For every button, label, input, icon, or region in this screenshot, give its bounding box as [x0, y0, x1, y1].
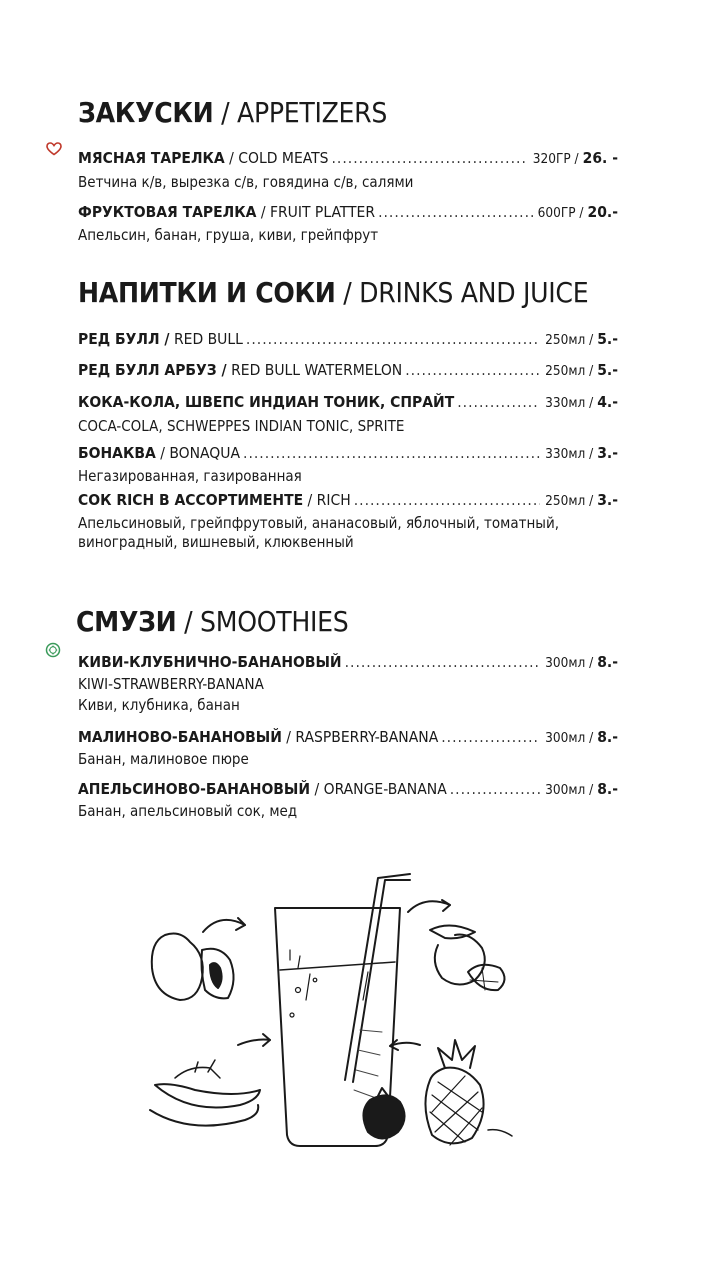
menu-item-fruit-platter: ФРУКТОВАЯ ТАРЕЛКА / FRUIT PLATTER ..... 600ГР / 20.- [78, 202, 618, 223]
item-qty: 300мл / [545, 782, 594, 798]
item-price: 20.- [587, 203, 618, 221]
item-price: 4.- [597, 393, 618, 411]
item-qty: 250мл / [545, 493, 594, 509]
leader-dots [331, 148, 527, 168]
leader-dots [246, 329, 540, 349]
pear-icon [152, 934, 203, 1000]
pomegranate-icon [363, 1095, 404, 1138]
section-title-drinks: НАПИТКИ И СОКИ / DRINKS AND JUICE [78, 276, 589, 309]
item-description: Апельсин, банан, груша, киви, грейпфрут [78, 226, 379, 244]
menu-item-cold-meats: МЯСНАЯ ТАРЕЛКА / COLD MEATS ..... 320ГР / 26. - [78, 148, 618, 169]
menu-item-orange-banana: АПЕЛЬСИНОВО-БАНАНОВЫЙ / ORANGE-BANANA ..... 300мл / 8.- [78, 779, 618, 800]
item-description-en: KIWI-STRAWBERRY-BANANA [78, 675, 264, 693]
item-price: 3.- [597, 491, 618, 509]
item-qty: 330мл / [545, 395, 594, 411]
leader-dots [378, 202, 533, 222]
leader-dots [441, 727, 540, 747]
item-qty: 600ГР / [537, 205, 584, 221]
item-price: 26. - [582, 149, 618, 167]
item-description: Киви, клубника, банан [78, 696, 240, 714]
menu-item-coca-cola: КОКА-КОЛА, ШВЕПС ИНДИАН ТОНИК, СПРАЙТ ..... 330мл / 4.- [78, 392, 618, 413]
menu-item-kiwi-strawberry-banana: КИВИ-КЛУБНИЧНО-БАНАНОВЫЙ ..... 300мл / 8.- [78, 652, 618, 673]
heart-icon [46, 142, 62, 156]
leader-dots [354, 490, 540, 510]
section-title-smoothies: СМУЗИ / SMOOTHIES [76, 605, 349, 638]
section-title-appetizers: ЗАКУСКИ / APPETIZERS [78, 96, 388, 129]
leader-dots [457, 392, 540, 412]
leader-dots [405, 360, 540, 380]
item-qty: 250мл / [545, 332, 594, 348]
straw-icon [345, 874, 410, 1082]
item-description: Негазированная, газированная [78, 467, 302, 485]
item-qty: 320ГР / [532, 151, 579, 167]
smoothie-illustration [120, 850, 540, 1170]
item-qty: 250мл / [545, 363, 594, 379]
leader-dots [345, 652, 541, 672]
item-price: 3.- [597, 444, 618, 462]
item-price: 5.- [597, 330, 618, 348]
item-description-cont: виноградный, вишневый, клюквенный [78, 533, 354, 551]
item-description: Банан, апельсиновый сок, мед [78, 802, 298, 820]
item-price: 8.- [597, 728, 618, 746]
item-price: 8.- [597, 653, 618, 671]
menu-item-rich-juice: СОК RICH В АССОРТИМЕНТЕ / RICH ..... 250мл / 3.- [78, 490, 618, 511]
kiwi-icon [45, 642, 61, 658]
leader-dots [243, 443, 540, 463]
item-price: 8.- [597, 780, 618, 798]
menu-item-red-bull: РЕД БУЛЛ / RED BULL ..... 250мл / 5.- [78, 329, 618, 350]
menu-item-bonaqua: БОНАКВА / BONAQUA ..... 330мл / 3.- [78, 443, 618, 464]
pineapple-icon [425, 1068, 483, 1144]
item-qty: 300мл / [545, 730, 594, 746]
item-description: COCA-COLA, SCHWEPPES INDIAN TONIC, SPRITE [78, 417, 405, 435]
item-price: 5.- [597, 361, 618, 379]
leader-dots [450, 779, 540, 799]
item-description: Ветчина к/в, вырезка с/в, говядина с/в, салями [78, 173, 414, 191]
orange-icon [435, 935, 485, 985]
item-qty: 300мл / [545, 655, 594, 671]
menu-item-red-bull-watermelon: РЕД БУЛЛ АРБУЗ / RED BULL WATERMELON ..... 250мл / 5.- [78, 360, 618, 381]
banana-icon [155, 1084, 260, 1107]
item-description: Банан, малиновое пюре [78, 750, 249, 768]
item-qty: 330мл / [545, 446, 594, 462]
menu-item-raspberry-banana: МАЛИНОВО-БАНАНОВЫЙ / RASPBERRY-BANANA ..... 300мл / 8.- [78, 727, 618, 748]
item-description: Апельсиновый, грейпфрутовый, ананасовый, яблочный, томатный, [78, 514, 560, 532]
